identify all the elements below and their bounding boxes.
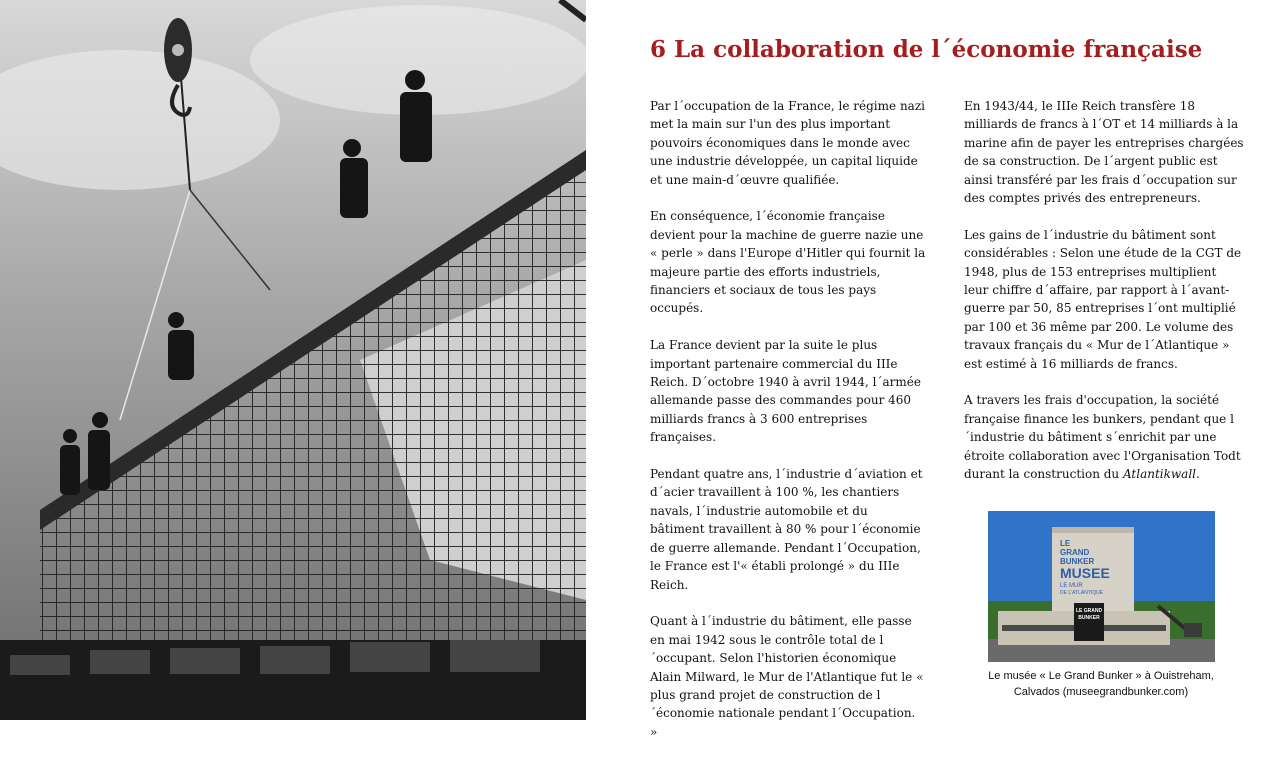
left-text-column [650, 97, 926, 760]
sign-line1: LE [1060, 539, 1071, 548]
atlantikwall-term: Atlantikwall [1122, 467, 1196, 482]
paragraph: Les gains de l´industrie du bâtiment sont considérables : Selon une étude de la CGT de 1948, plus de 153 entreprises multiplient leur chiffre d´affaire, par rapport à l´avant-guerre par 50, 85 entreprises l´ont multiplié par 100 et 36 même par 200. Le volume des travaux français du « Mur de l´Atlantique » est estimé à 16 milliards de francs. [964, 227, 1242, 371]
sign-line3: BUNKER [1060, 557, 1095, 566]
museum-photo [988, 511, 1215, 662]
paragraph: La France devient par la suite le plus important partenaire commercial du IIIe Reich. D´octobre 1940 à avril 1944, l´armée allemande passe des commandes pour 460 milliards francs à 3 600 entreprises françaises. [650, 338, 921, 445]
paragraph [964, 391, 1244, 483]
sign-line5: LE MUR [1060, 583, 1083, 589]
paragraph-text: A travers les frais d'occupation, la société française finance les bunkers, pendant que l´industrie du bâtiment s´enrichit par une étroite collaboration avec l'Organisation Todt durant la construction du [964, 393, 1241, 482]
door-sign-line2: BUNKER [1078, 615, 1100, 621]
sign-line2: GRAND [1060, 548, 1090, 557]
door-sign-line1: LE GRAND [1075, 608, 1103, 614]
historical-photo [0, 0, 586, 720]
paragraph: Pendant quatre ans, l´industrie d´aviation et d´acier travaillent à 100 %, les chantiers navals, l´industrie automobile et du bâtiment travaillent à 80 % pour l´économie de guerre allemande. Pendant l´Occupation, le France est l'« établi prolongé » du IIIe Reich. [650, 467, 923, 592]
page-title: 6 La collaboration de l´économie française [650, 36, 1203, 63]
caption-line2: Calvados (museegrandbunker.com) [1013, 686, 1189, 698]
paragraph: Par l´occupation de la France, le régime nazi met la main sur l'un des plus important pouvoirs économiques dans le monde avec une industrie développée, un capital liquide et une main-d´œuvre qualifiée. [650, 99, 925, 187]
caption-line1: Le musée « Le Grand Bunker » à Ouistreham, [988, 670, 1214, 682]
museum-caption [968, 668, 1234, 700]
paragraph: En 1943/44, le IIIe Reich transfère 18 milliards de francs à l´OT et 14 milliards à la marine afin de payer les entreprises chargées de sa construction. De l´argent public est ainsi transféré par les frais d´occupation sur des comptes privés des entrepreneurs. [964, 99, 1244, 206]
paragraph: Quant à l´industrie du bâtiment, elle passe en mai 1942 sous le contrôle total de l´occupant. Selon l'historien économique Alain Milward, le Mur de l'Atlantique fut le « plus grand projet de construction de l´économie nationale pendant l´Occupation. » [650, 614, 924, 739]
paragraph: En conséquence, l´économie française devient pour la machine de guerre nazie une « perle » dans l'Europe d'Hitler qui fournit la majeure partie des efforts industriels, financiers et sociaux de tous les pays occupés. [650, 209, 926, 316]
sign-line4: MUSEE [1060, 565, 1110, 581]
right-text-column [964, 97, 1244, 502]
sign-line6: DE L'ATLANTIQUE [1060, 590, 1104, 596]
paragraph-end: . [1196, 467, 1200, 482]
